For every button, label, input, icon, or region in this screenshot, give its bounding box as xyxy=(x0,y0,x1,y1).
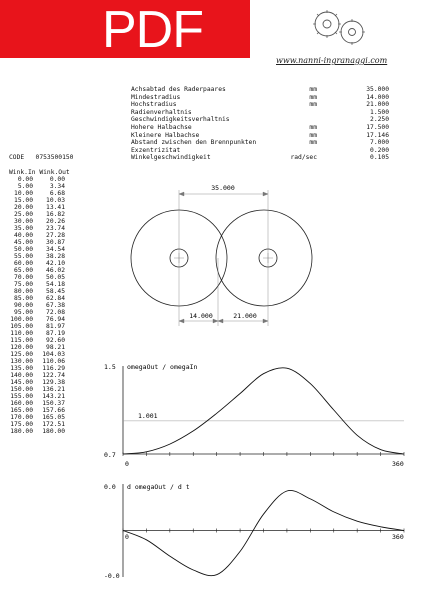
parameter-row xyxy=(131,109,389,117)
wink-in-cell: 110.00 xyxy=(10,330,33,337)
parameter-label: Exzentrizitat xyxy=(131,146,181,154)
wink-in-cell: 30.00 xyxy=(14,218,33,225)
parameter-unit: mm xyxy=(309,93,317,101)
code-line xyxy=(9,154,73,161)
table-row xyxy=(9,302,69,309)
table-row xyxy=(9,421,69,428)
table-row xyxy=(9,295,69,302)
wink-in-cell: 25.00 xyxy=(14,211,33,218)
wink-out-cell: 143.21 xyxy=(42,393,65,400)
wink-in-cell: 80.00 xyxy=(14,288,33,295)
wink-in-cell: 160.00 xyxy=(10,400,33,407)
parameter-label: Hochstradius xyxy=(131,101,177,109)
parameter-unit: rad/sec xyxy=(290,154,317,162)
table-row xyxy=(9,225,69,232)
table-row xyxy=(9,365,69,372)
parameter-row xyxy=(131,124,389,132)
table-row xyxy=(9,379,69,386)
wink-in-cell: 10.00 xyxy=(14,190,33,197)
wink-out-cell: 50.05 xyxy=(46,274,65,281)
parameter-label: Kleinere Halbachse xyxy=(131,131,200,139)
table-row xyxy=(9,330,69,337)
wink-out-cell: 34.54 xyxy=(46,246,65,253)
parameter-unit: mm xyxy=(309,139,317,147)
wink-in-cell: 130.00 xyxy=(10,358,33,365)
pdf-banner xyxy=(0,0,250,58)
wink-out-cell: 180.00 xyxy=(42,428,65,435)
table-row xyxy=(9,218,69,225)
wink-out-cell: 62.84 xyxy=(46,295,65,302)
table-row xyxy=(9,197,69,204)
wink-out-cell: 3.34 xyxy=(49,183,65,190)
table-row xyxy=(9,183,69,190)
parameter-row xyxy=(131,139,389,147)
wink-out-cell: 129.38 xyxy=(42,379,65,386)
wink-in-cell: 95.00 xyxy=(14,309,33,316)
wink-in-cell: 65.00 xyxy=(14,267,33,274)
parameter-value: 17.146 xyxy=(366,131,389,139)
chart1-reference-label: 1.001 xyxy=(138,411,158,420)
table-row xyxy=(9,267,69,274)
table-row xyxy=(9,372,69,379)
wink-out-cell: 13.41 xyxy=(46,204,65,211)
table-row xyxy=(9,316,69,323)
chart2-series-line xyxy=(123,490,404,575)
table-row xyxy=(9,281,69,288)
wink-out-cell: 98.21 xyxy=(46,344,65,351)
wink-out-cell: 16.82 xyxy=(46,211,65,218)
wink-in-cell: 115.00 xyxy=(10,337,33,344)
parameter-row xyxy=(131,154,389,162)
wink-in-cell: 135.00 xyxy=(10,365,33,372)
table-row xyxy=(9,309,69,316)
gear-drawing xyxy=(110,176,410,336)
wink-out-cell: 30.87 xyxy=(46,239,65,246)
wink-in-cell: 165.00 xyxy=(10,407,33,414)
table-row xyxy=(9,288,69,295)
dim-max-radius: 21.000 xyxy=(233,312,257,320)
chart1-title: omegaOut / omegaIn xyxy=(127,363,198,371)
wink-in-cell: 75.00 xyxy=(14,281,33,288)
wink-in-cell: 90.00 xyxy=(14,302,33,309)
wink-out-cell: 67.38 xyxy=(46,302,65,309)
table-row xyxy=(9,274,69,281)
parameter-unit: mm xyxy=(309,101,317,109)
gear-icon xyxy=(308,6,374,50)
table-row xyxy=(9,407,69,414)
wink-out-cell: 42.10 xyxy=(46,260,65,267)
wink-out-cell: 116.29 xyxy=(42,365,65,372)
parameter-row xyxy=(131,101,389,109)
wink-in-cell: 45.00 xyxy=(14,239,33,246)
table-row xyxy=(9,337,69,344)
wink-in-cell: 175.00 xyxy=(10,421,33,428)
parameter-row xyxy=(131,86,389,94)
wink-out-cell: 122.74 xyxy=(42,372,65,379)
wink-out-cell: 10.03 xyxy=(46,197,65,204)
wink-out-cell: 76.94 xyxy=(46,316,65,323)
table-row xyxy=(9,260,69,267)
wink-out-cell: 54.18 xyxy=(46,281,65,288)
website-link[interactable]: www.nanni-ingranaggi.com xyxy=(276,56,388,65)
parameter-row xyxy=(131,147,389,155)
parameter-value: 0.200 xyxy=(370,146,389,154)
parameter-value: 21.000 xyxy=(366,101,389,109)
parameter-list xyxy=(131,86,389,162)
table-row xyxy=(9,400,69,407)
wink-out-cell: 20.26 xyxy=(46,218,65,225)
velocity-ratio-chart xyxy=(104,358,414,473)
wink-in-cell: 120.00 xyxy=(10,344,33,351)
parameter-label: Hohere Halbachse xyxy=(131,123,192,131)
wink-out-cell: 38.28 xyxy=(46,253,65,260)
table-row xyxy=(9,386,69,393)
wink-out-cell: 110.06 xyxy=(42,358,65,365)
table-row xyxy=(9,344,69,351)
wink-out-cell: 150.37 xyxy=(42,400,65,407)
table-row xyxy=(9,428,69,435)
parameter-value: 14.000 xyxy=(366,93,389,101)
chart1-xmax-label: 360 xyxy=(392,460,404,468)
parameter-label: Mindestradius xyxy=(131,93,181,101)
chart1-ymin-label: 0.7 xyxy=(104,451,116,459)
chart1-ymax-label: 1.5 xyxy=(104,363,116,371)
parameter-value: 1.500 xyxy=(370,108,389,116)
wink-in-cell: 140.00 xyxy=(10,372,33,379)
parameter-value: 35.000 xyxy=(366,86,389,93)
parameter-unit: mm xyxy=(309,123,317,131)
chart1-xmin-label: 0 xyxy=(125,460,129,468)
wink-in-cell: 50.00 xyxy=(14,246,33,253)
wink-out-cell: 6.68 xyxy=(49,190,65,197)
parameter-unit: mm xyxy=(309,131,317,139)
wink-in-cell: 40.00 xyxy=(14,232,33,239)
table-row xyxy=(9,246,69,253)
wink-out-cell: 92.60 xyxy=(46,337,65,344)
parameter-label: Achsabtad des Raderpaares xyxy=(131,86,226,93)
wink-out-cell: 87.19 xyxy=(46,330,65,337)
parameter-row xyxy=(131,132,389,140)
table-row xyxy=(9,176,69,183)
parameter-value: 0.105 xyxy=(370,154,389,162)
table-row xyxy=(9,351,69,358)
chart2-title: d omegaOut / d t xyxy=(127,483,190,491)
parameter-row xyxy=(131,116,389,124)
code-label: CODE xyxy=(9,154,25,161)
table-row xyxy=(9,204,69,211)
table-row xyxy=(9,323,69,330)
parameter-value: 7.000 xyxy=(370,139,389,147)
acceleration-chart xyxy=(104,480,414,585)
wink-in-cell: 15.00 xyxy=(14,197,33,204)
parameter-value: 17.500 xyxy=(366,123,389,131)
wink-in-cell: 155.00 xyxy=(10,393,33,400)
parameter-label: Abstand zwischen den Brennpunkten xyxy=(131,139,257,147)
wink-out-cell: 136.21 xyxy=(42,386,65,393)
table-row xyxy=(9,190,69,197)
wink-out-cell: 23.74 xyxy=(46,225,65,232)
table-row xyxy=(9,414,69,421)
table-row xyxy=(9,232,69,239)
parameter-value: 2.250 xyxy=(370,116,389,124)
wink-in-cell: 170.00 xyxy=(10,414,33,421)
wink-in-cell: 70.00 xyxy=(14,274,33,281)
wink-out-cell: 72.08 xyxy=(46,309,65,316)
dim-center-distance: 35.000 xyxy=(211,184,235,192)
parameter-unit: mm xyxy=(309,86,317,93)
angle-table xyxy=(9,176,69,435)
chart2-xmax-label: 360 xyxy=(392,533,404,541)
wink-out-cell: 46.02 xyxy=(46,267,65,274)
chart1-series-line xyxy=(123,368,404,454)
wink-out-cell: 0.00 xyxy=(49,176,65,183)
wink-in-cell: 105.00 xyxy=(10,323,33,330)
wink-out-cell: 58.45 xyxy=(46,288,65,295)
table-row xyxy=(9,393,69,400)
wink-in-cell: 0.00 xyxy=(17,176,33,183)
chart2-xmin-label: 0 xyxy=(125,533,129,541)
wink-out-cell: 81.97 xyxy=(46,323,65,330)
wink-in-cell: 5.00 xyxy=(17,183,33,190)
wink-in-cell: 100.00 xyxy=(10,316,33,323)
wink-in-cell: 55.00 xyxy=(14,253,33,260)
table-row xyxy=(9,211,69,218)
parameter-label: Winkelgeschwindigkeit xyxy=(131,154,211,162)
wink-in-cell: 150.00 xyxy=(10,386,33,393)
wink-out-cell: 27.28 xyxy=(46,232,65,239)
wink-in-cell: 145.00 xyxy=(10,379,33,386)
table-header-in: Wink.In xyxy=(9,169,36,176)
wink-in-cell: 180.00 xyxy=(10,428,33,435)
wink-out-cell: 157.66 xyxy=(42,407,65,414)
wink-in-cell: 125.00 xyxy=(10,351,33,358)
wink-in-cell: 35.00 xyxy=(14,225,33,232)
parameter-label: Radienverhaltnis xyxy=(131,108,192,116)
table-row xyxy=(9,358,69,365)
wink-in-cell: 60.00 xyxy=(14,260,33,267)
parameter-label: Geschwindigkeitsverhaltnis xyxy=(131,116,230,124)
dim-min-radius: 14.000 xyxy=(189,312,213,320)
chart2-ymax-label: 0.0 xyxy=(104,483,116,491)
table-row xyxy=(9,239,69,246)
table-row xyxy=(9,253,69,260)
table-header-out: Wink.Out xyxy=(39,169,70,176)
table-header xyxy=(9,169,70,176)
code-value: 0753500150 xyxy=(35,154,74,161)
wink-in-cell: 20.00 xyxy=(14,204,33,211)
pdf-logo-text: PDF xyxy=(102,1,203,59)
wink-out-cell: 104.03 xyxy=(42,351,65,358)
wink-out-cell: 172.51 xyxy=(42,421,65,428)
wink-out-cell: 165.05 xyxy=(42,414,65,421)
chart2-ymin-label: -0.0 xyxy=(104,572,120,580)
parameter-row xyxy=(131,94,389,102)
wink-in-cell: 85.00 xyxy=(14,295,33,302)
